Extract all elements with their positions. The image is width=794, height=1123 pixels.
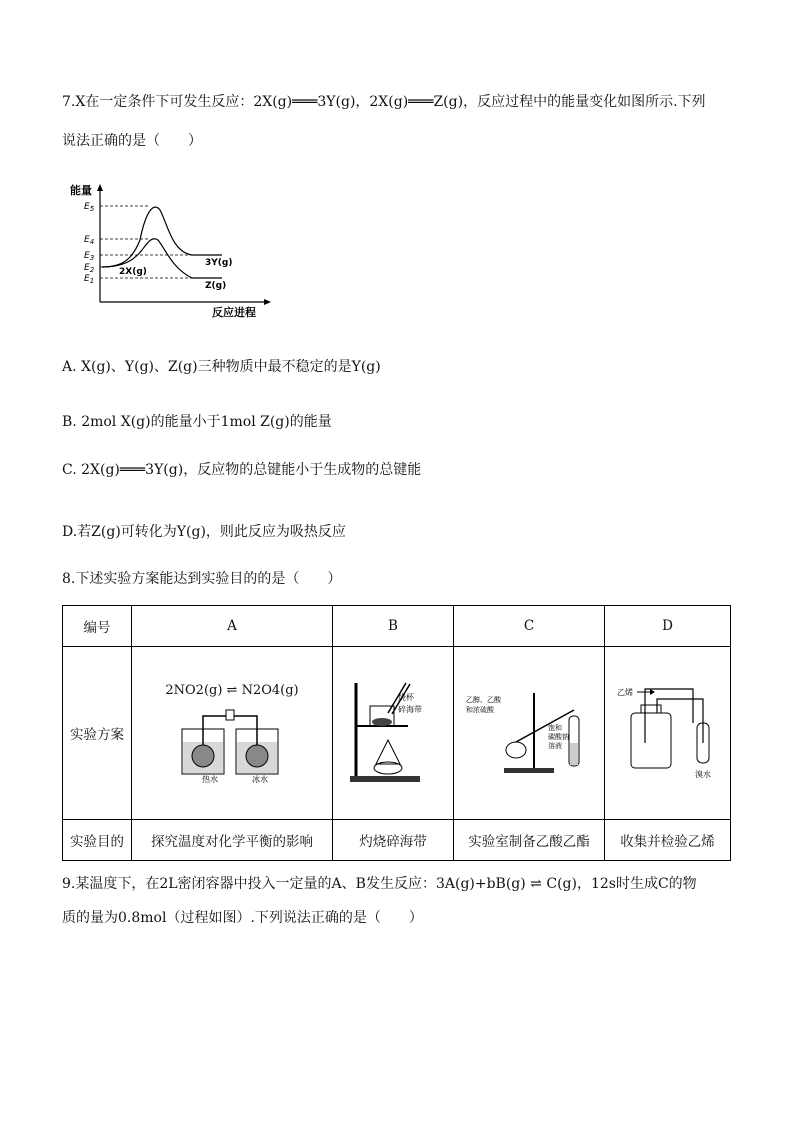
table-purpose-row [63, 820, 731, 861]
plan-a-equation: 2NO2(g) ⇌ N2O4(g) [165, 682, 299, 698]
header-a: A [132, 606, 333, 647]
header-c: C [454, 606, 605, 647]
q8-stem: 8.下述实验方案能达到实验目的的是（ ） [62, 571, 342, 587]
solution-label-3: 溶液 [548, 742, 562, 750]
q7-line1: 7.X在一定条件下可发生反应：2X(g)═══3Y(g)，2X(g)═══Z(g)，反应过程中的能量变化如图所示.下列 [62, 94, 706, 110]
bromine-water-label: 溴水 [694, 770, 711, 779]
seaweed-label: 碎海带 [398, 705, 422, 714]
plan-label: 实验方案 [63, 647, 132, 820]
plan-b-cell [333, 647, 454, 820]
plan-d-cell [605, 647, 731, 820]
header-b: B [333, 606, 454, 647]
table-header-row [63, 606, 731, 647]
q7-option-b: B. 2mol X(g)的能量小于1mol Z(g)的能量 [62, 414, 332, 430]
level-e3: $E_3$ [84, 251, 95, 262]
experiment-table [62, 605, 731, 861]
q7-option-d: D.若Z(g)可转化为Y(g)，则此反应为吸热反应 [62, 524, 346, 540]
level-e5: $E_5$ [84, 202, 95, 213]
q7-option-a: A. X(g)、Y(g)、Z(g)三种物质中最不稳定的是Y(g) [62, 359, 381, 375]
ice-water-label: 冰水 [252, 774, 268, 784]
level-e2: $E_2$ [84, 263, 95, 274]
beaker-label: 烧杯 [398, 693, 414, 702]
purpose-b: 灼烧碎海带 [333, 820, 454, 861]
beakers-apparatus [172, 704, 292, 784]
q9-line2: 质的量为0.8mol（过程如图）.下列说法正确的是（ ） [62, 910, 423, 926]
q9-line1: 9.某温度下，在2L密闭容器中投入一定量的A、B发生反应：3A(g)+bB(g) ⇌ C(g)，12s时生成C的物 [62, 876, 697, 892]
hot-water-label: 热水 [202, 774, 218, 784]
header-d: D [605, 606, 731, 647]
purpose-c: 实验室制备乙酸乙酯 [454, 820, 605, 861]
ester-apparatus [464, 688, 594, 778]
energy-axis-label: 能量 [70, 184, 92, 197]
solution-label-1: 饱和 [548, 724, 562, 732]
table-plan-row [63, 647, 731, 820]
burning-apparatus [348, 678, 438, 788]
purpose-label: 实验目的 [63, 820, 132, 861]
progress-axis-label: 反应进程 [212, 306, 256, 319]
header-number: 编号 [63, 606, 132, 647]
solution-label-2: 碳酸钠 [548, 733, 569, 741]
q7-line2: 说法正确的是（ ） [62, 133, 202, 149]
energy-diagram [62, 180, 272, 320]
level-e1: $E_1$ [84, 274, 95, 285]
ethylene-label: 乙烯 [616, 688, 633, 697]
gas-collection-apparatus [613, 683, 723, 783]
plan-a-cell [132, 647, 333, 820]
label-3y: 3Y(g) [205, 258, 233, 268]
purpose-a: 探究温度对化学平衡的影响 [132, 820, 333, 861]
plan-c-cell [454, 647, 605, 820]
label-2x: 2X(g) [119, 267, 147, 277]
label-z: Z(g) [205, 281, 227, 291]
reagent-label-2: 和浓硫酸 [466, 706, 494, 714]
level-e4: $E_4$ [84, 235, 95, 246]
purpose-d: 收集并检验乙烯 [605, 820, 731, 861]
q7-option-c: C. 2X(g)═══3Y(g)，反应物的总键能小于生成物的总键能 [62, 462, 422, 478]
reagent-label-1: 乙醇、乙酸 [466, 696, 501, 704]
